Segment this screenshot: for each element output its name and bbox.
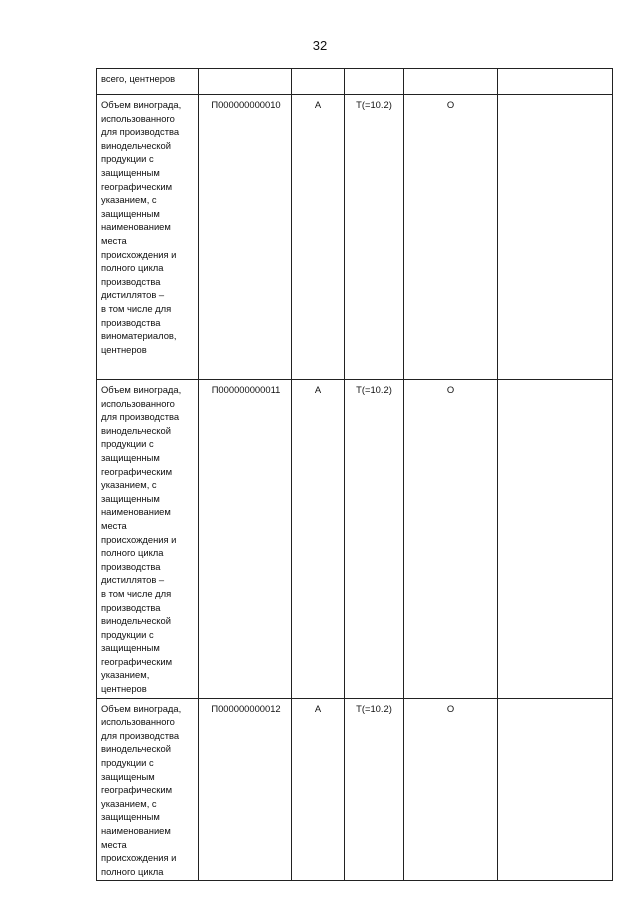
last-column-text <box>498 380 612 383</box>
last-column-text <box>498 69 612 72</box>
column-t-text: Т(=10.2) <box>356 384 392 395</box>
column-t-cell <box>345 69 404 95</box>
column-a-text: А <box>314 702 322 714</box>
column-o-text: О <box>446 702 455 714</box>
description-text: Объем винограда, использованного для производства винодельческой продукции с защищенным географическим указанием, с защищенным наименованием места происхождения и полного цикла производства дистиллятов – в том числе для производства виноматериалов, центнеров <box>101 99 182 355</box>
column-t-text: Т(=10.2) <box>356 99 392 110</box>
empty-cell <box>498 698 613 881</box>
column-o-cell <box>404 380 498 699</box>
table-row <box>97 698 613 881</box>
last-column-text <box>498 95 612 98</box>
column-a-cell <box>292 698 345 881</box>
column-a-cell <box>292 95 345 380</box>
description-text: всего, центнеров <box>101 73 176 84</box>
code-cell <box>199 69 292 95</box>
code-text <box>199 69 291 72</box>
column-a-text <box>292 69 344 72</box>
column-t-text: Т(=10.2) <box>356 702 392 714</box>
description-cell <box>97 69 199 95</box>
table-row <box>97 95 613 380</box>
code-cell <box>199 95 292 380</box>
empty-cell <box>498 69 613 95</box>
column-o-cell <box>404 69 498 95</box>
description-text: Объем винограда, использованного для производства винодельческой продукции с защищеным географическим указанием, с защищенным наименованием места происхождения и полного цикла <box>101 702 182 877</box>
code-text: П000000000011 <box>211 384 281 395</box>
column-o-cell <box>404 95 498 380</box>
column-a-cell <box>292 69 345 95</box>
code-cell <box>199 380 292 699</box>
column-o-text <box>404 69 497 72</box>
column-t-cell <box>345 380 404 699</box>
code-text: П000000000010 <box>211 99 281 110</box>
page-number: 32 <box>312 38 328 53</box>
column-o-cell <box>404 698 498 881</box>
column-o-text: О <box>446 99 455 110</box>
last-column-text <box>498 699 612 702</box>
table-row <box>97 380 613 699</box>
code-text: П000000000012 <box>211 702 281 714</box>
empty-cell <box>498 380 613 699</box>
description-cell <box>97 380 199 699</box>
description-cell <box>97 698 199 881</box>
column-t-cell <box>345 95 404 380</box>
indicator-table <box>96 68 613 881</box>
description-cell <box>97 95 199 380</box>
column-a-text: А <box>314 384 322 395</box>
column-t-cell <box>345 698 404 881</box>
column-a-cell <box>292 380 345 699</box>
column-t-text <box>345 69 403 72</box>
description-text: Объем винограда, использованного для производства винодельческой продукции с защищенным географическим указанием, с защищенным наименованием места происхождения и полного цикла производства дистиллятов – в том числе для производства винодельческой продукции с защищенным географическим указанием, центнеров <box>101 384 182 695</box>
empty-cell <box>498 95 613 380</box>
column-a-text: А <box>314 99 322 110</box>
code-cell <box>199 698 292 881</box>
table-row <box>97 69 613 95</box>
column-o-text: О <box>446 384 455 395</box>
